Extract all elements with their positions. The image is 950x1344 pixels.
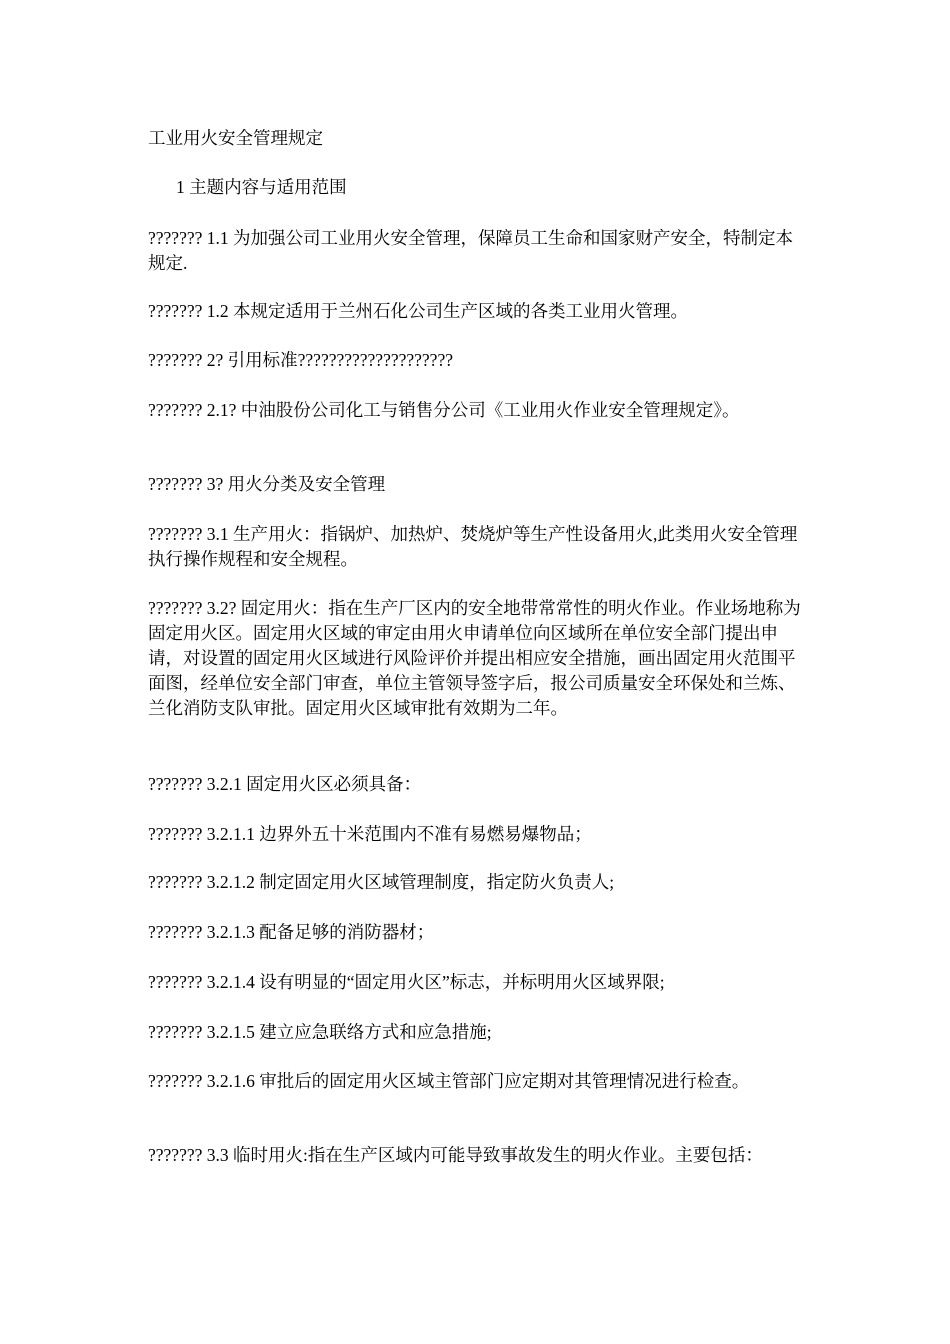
list-item: ??????? 3.2.1.5 建立应急联络方式和应急措施; — [148, 1022, 492, 1042]
paragraph: ??????? 3.1 生产用火：指锅炉、加热炉、焚烧炉等生产性设备用火,此类用火安全管理执行操作规程和安全规程。 — [148, 524, 798, 569]
list-item: ??????? 3.2.1.1 边界外五十米范围内不准有易燃易爆物品； — [148, 824, 592, 844]
list-item: ??????? 3.2.1.3 配备足够的消防器材； — [148, 922, 435, 942]
list-item: ??????? 3.2.1.4 设有明显的“固定用火区”标志，并标明用火区域界限; — [148, 972, 665, 992]
section-heading: 1 主题内容与适用范围 — [176, 177, 347, 197]
document-title: 工业用火安全管理规定 — [148, 128, 323, 148]
paragraph: ??????? 1.1 为加强公司工业用火安全管理，保障员工生命和国家财产安全，特制定本规定. — [148, 228, 793, 273]
paragraph: ??????? 1.2 本规定适用于兰州石化公司生产区域的各类工业用火管理。 — [148, 301, 688, 321]
section-heading: ??????? 3? 用火分类及安全管理 — [148, 474, 386, 494]
list-item: ??????? 3.2.1.2 制定固定用火区域管理制度，指定防火负责人; — [148, 872, 615, 892]
section-heading: ??????? 2? 引用标准???????????????????? — [148, 350, 453, 370]
list-item: ??????? 3.2.1.6 审批后的固定用火区域主管部门应定期对其管理情况进行检查。 — [148, 1071, 750, 1091]
paragraph: ??????? 3.2? 固定用火：指在生产厂区内的安全地带常常性的明火作业。作业场地称为固定用火区。固定用火区域的审定由用火申请单位向区域所在单位安全部门提出申请，对设置的固定用火区域进行风险评价并提出相应安全措施，画出固定用火范围平面图，经单位安全部门审查，单位主管领导签字后，报公司质量安全环保处和兰炼、兰化消防支队审批。固定用火区域审批有效期为二年。 — [148, 598, 801, 718]
paragraph: ??????? 3.2.1 固定用火区必须具备： — [148, 774, 422, 794]
paragraph: ??????? 2.1? 中油股份公司化工与销售分公司《工业用火作业安全管理规定》。 — [148, 400, 740, 420]
paragraph: ??????? 3.3 临时用火:指在生产区域内可能导致事故发生的明火作业。主要包括： — [148, 1145, 763, 1165]
